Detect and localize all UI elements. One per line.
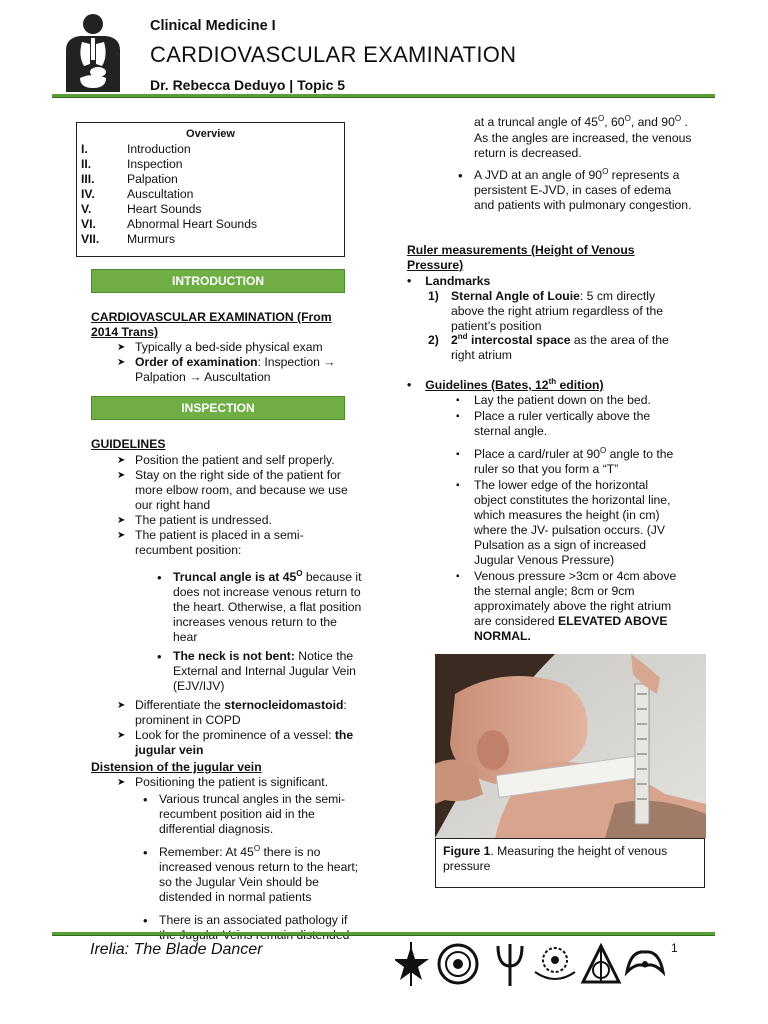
overview-item-label: Auscultation [127, 187, 194, 201]
ruler-measurements-heading: Ruler measurements (Height of Venous Pressure) [407, 243, 635, 272]
page-title: CARDIOVASCULAR EXAMINATION [150, 42, 517, 67]
bullet-icon: • [407, 378, 412, 392]
overview-item [81, 157, 344, 172]
list-item: ▪ Lay the patient down on the bed. [452, 393, 684, 408]
list-item: ▪ Venous pressure >3cm or 4cm above the sternal angle; 8cm or 9cm approximately above the right atrium are considered ELEVATED ABOVE NORMAL. [452, 569, 684, 644]
overview-item-number: III. [81, 172, 95, 186]
overview-item-number: IV. [81, 187, 95, 201]
bates-guidelines-heading: • Guidelines (Bates, 12th edition) [407, 376, 604, 392]
overview-item [81, 142, 344, 157]
list-item: • Remember: At $45^O$ there is no increased venous return to the heart; so the Jugular Vein should be distended in normal patients [135, 845, 363, 905]
wheel-icon [439, 945, 477, 983]
list-item: ▪ Place a card/ruler at $90^O$ angle to the ruler so that you form a “T” [452, 447, 684, 477]
trident-icon [498, 944, 522, 986]
list-item: • Various truncal angles in the semi-recumbent position aid in the differential diagnosis. [135, 792, 363, 837]
distension-heading: Distension of the jugular vein [91, 760, 262, 774]
distension-sublist [135, 792, 363, 943]
distension-list [111, 775, 361, 947]
overview-item-number: V. [81, 202, 92, 216]
overview-item [81, 187, 344, 202]
intro-heading: CARDIOVASCULAR EXAMINATION (From 2014 Trans) [91, 310, 332, 339]
landmarks-heading: • Landmarks [407, 274, 491, 288]
list-item: ➤ Typically a bed-side physical exam [111, 340, 343, 355]
overview-item-label: Heart Sounds [127, 202, 202, 216]
anatomy-logo [54, 12, 132, 92]
list-item: ➤ Differentiate the sternocleidomastoid: prominent in COPD [111, 698, 361, 728]
guidelines-list [111, 453, 361, 758]
overview-item-number: II. [81, 157, 92, 171]
overview-item-number: VI. [81, 217, 96, 231]
landmark-2: 2) 2nd intercostal space as the area of the right atrium [428, 331, 669, 362]
overview-item [81, 232, 344, 247]
list-item: ➤ Position the patient and self properly. [111, 453, 361, 468]
list-item: ➤ Stay on the right side of the patient for more elbow room, and because we use our right hand [111, 468, 361, 513]
star-icon [395, 942, 429, 986]
truncal-angle-continuation: at a truncal angle of $45^O$, $60^O$, and $90^O$ . As the angles are increased, the venous return is decreased. [474, 113, 692, 160]
page-number: 1 [671, 941, 678, 955]
list-item: ▪ The lower edge of the horizontal object constitutes the horizontal line, which measures the height (in cm) where the JV- pulsation occurs. (JV Pulsation as a sign of increased Jugular Venous Pressure) [452, 478, 684, 568]
overview-list [81, 142, 344, 247]
list-item: ▪ Place a ruler vertically above the sternal angle. [452, 409, 684, 439]
landmark-1: 1) Sternal Angle of Louie: 5 cm directly above the right atrium regardless of the patient’s position [428, 289, 664, 333]
jvd-list [450, 168, 694, 217]
overview-item [81, 217, 344, 232]
list-item: ➤ Look for the prominence of a vessel: the jugular vein [111, 728, 361, 758]
list-item: • There is an associated pathology if [135, 913, 363, 943]
header-rule [52, 94, 715, 98]
list-item: ➤ Order of examination: Inspection → Palpation → Auscultation [111, 355, 343, 385]
list-item: • Truncal angle is at $45^O$ because it does not increase venous return to the heart. Otherwise, a flat position increases venous return to the hear [149, 570, 363, 645]
overview-item-label: Abnormal Heart Sounds [127, 217, 258, 231]
bullet-icon: • [407, 274, 412, 288]
overview-item-label: Inspection [127, 157, 183, 171]
overview-item-label: Murmurs [127, 232, 176, 246]
inspection-section-header: INSPECTION [91, 396, 345, 420]
bates-guidelines-list [452, 393, 684, 645]
introduction-section-header: INTRODUCTION [91, 269, 345, 293]
list-item: ➤ The patient is placed in a semi-recumbent position: • Truncal angle is at $45^O$ because it does not increase venous return to the heart. Otherwise, a flat position increases venous return to the hear • The neck is not bent: Notice the External and Internal Jugular Vein (EJV/IJV) [111, 528, 361, 694]
intro-list [111, 340, 343, 385]
footer-symbols [395, 942, 665, 986]
overview-box [76, 122, 345, 257]
deathly-hallows-icon [583, 946, 619, 982]
list-item: ➤ Positioning the patient is significant. • Various truncal angles in the semi-recumbent position aid in the differential diagnosis. • Remember: At $45^O$ there is no increased venous return to the heart; so the Jugular Vein should be distended in normal patients • There is an associated pathology if [111, 775, 361, 943]
list-item: • The neck is not bent: Notice the External and Internal Jugular Vein (EJV/IJV) [149, 649, 363, 694]
author-topic: Dr. Rebecca Deduyo | Topic 5 [150, 77, 346, 93]
ornate-sun-icon [535, 948, 575, 979]
overview-heading: Overview [186, 128, 235, 140]
guidelines-heading: GUIDELINES [91, 437, 166, 451]
list-item: • A JVD at an angle of $90^O$ represents a persistent E-JVD, in cases of edema and patients with pulmonary congestion. [450, 168, 694, 213]
footer-rule [52, 932, 715, 936]
overview-item [81, 172, 344, 187]
overview-item-number: VII. [81, 232, 100, 246]
semi-recumbent-sublist [149, 570, 363, 694]
figure-photo [435, 654, 706, 838]
list-item: ➤ The patient is undressed. [111, 513, 361, 528]
overview-item-label: Palpation [127, 172, 178, 186]
footer-text: Irelia: The Blade Dancer [90, 941, 263, 958]
overview-item [81, 202, 344, 217]
overview-item-number: I. [81, 142, 88, 156]
bird-emblem-icon [627, 952, 663, 972]
course-name: Clinical Medicine I [150, 18, 276, 34]
overview-item-label: Introduction [127, 142, 191, 156]
figure-caption-box: Figure 1. Measuring the height of venous pressure [435, 838, 705, 888]
